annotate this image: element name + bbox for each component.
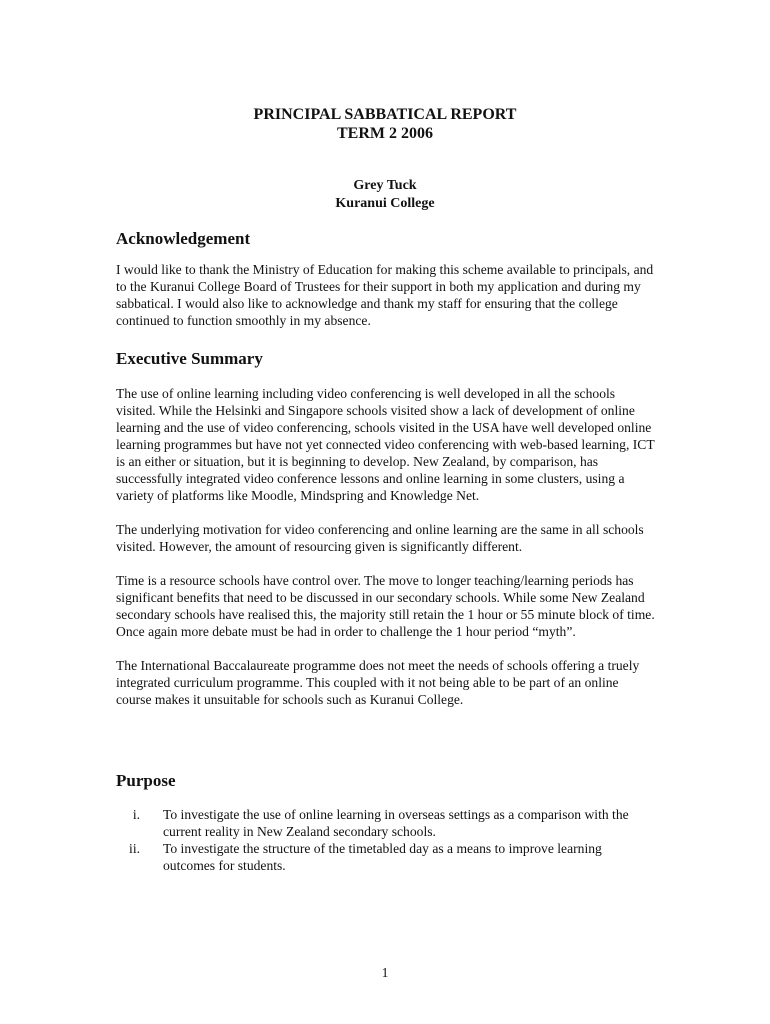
purpose-section	[116, 770, 656, 874]
institution-name: Kuranui College	[335, 196, 435, 211]
purpose-item-number: i.	[132, 807, 140, 822]
purpose-item	[116, 806, 656, 840]
purpose-item-text: To investigate the structure of the timetabled day as a means to improve learning outcomes for students.	[163, 841, 602, 873]
executive-summary-section	[116, 348, 656, 725]
title-line-2: TERM 2 2006	[337, 125, 433, 142]
executive-summary-paragraph: The underlying motivation for video conferencing and online learning are the same in all schools visited. However, the amount of resourcing given is significantly different.	[116, 522, 644, 554]
acknowledgement-section	[116, 228, 656, 329]
page-number: 1	[381, 965, 389, 980]
report-title	[0, 105, 770, 143]
purpose-heading: Purpose	[116, 771, 176, 790]
executive-summary-paragraph: Time is a resource schools have control over. The move to longer teaching/learning periods has significant benefits that need to be discussed in our secondary schools. While some New Zealand secondary schools have realised this, the majority still retain the 1 hour or 55 minute block of time. Once again more debate must be had in order to challenge the 1 hour period “myth”.	[116, 573, 655, 639]
purpose-list	[116, 806, 656, 874]
purpose-item-number: ii.	[129, 841, 140, 856]
executive-summary-paragraph: The International Baccalaureate programme does not meet the needs of schools offering a truely integrated curriculum programme. This coupled with it not being able to be part of an online course makes it unsuitable for schools such as Kuranui College.	[116, 658, 640, 707]
purpose-item-text: To investigate the use of online learning in overseas settings as a comparison with the current reality in New Zealand secondary schools.	[163, 807, 629, 839]
acknowledgement-heading: Acknowledgement	[116, 229, 251, 248]
title-line-1: PRINCIPAL SABBATICAL REPORT	[253, 106, 517, 123]
purpose-item	[116, 840, 656, 874]
executive-summary-heading: Executive Summary	[116, 349, 263, 368]
executive-summary-paragraph: The use of online learning including video conferencing is well developed in all the schools visited. While the Helsinki and Singapore schools visited show a lack of development of online learning and the use of video conferencing, schools visited in the USA have well developed online learning programmes but have not yet connected video conferencing with web-based learning, ICT is an either or situation, but it is beginning to develop. New Zealand, by comparison, has successfully integrated video conference lessons and online learning in some clusters, using a variety of platforms like Moodle, Mindspring and Knowledge Net.	[116, 386, 655, 503]
acknowledgement-text: I would like to thank the Ministry of Education for making this scheme available to principals, and to the Kuranui College Board of Trustees for their support in both my application and during my sabbatical. I would also like to acknowledge and thank my staff for ensuring that the college continued to function smoothly in my absence.	[116, 262, 654, 328]
author-name: Grey Tuck	[353, 178, 417, 193]
author-block	[0, 177, 770, 213]
